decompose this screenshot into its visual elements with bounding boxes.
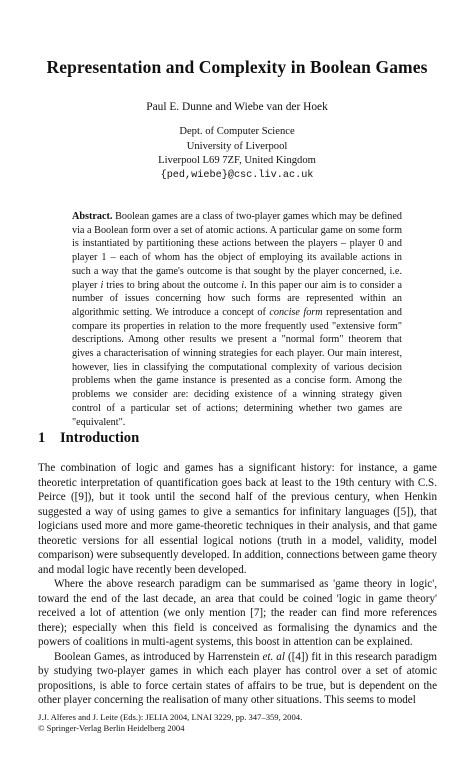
footer-line-2: © Springer-Verlag Berlin Heidelberg 2004 [38,723,185,733]
footer-citation [38,712,438,734]
affiliation-city: Liverpool L69 7ZF, United Kingdom [158,155,316,167]
body-p3-etal: et. al [262,650,285,663]
affiliation-dept: Dept. of Computer Science [179,126,295,137]
section-number: 1 [38,430,46,446]
body-text [38,461,437,708]
body-paragraph-1: The combination of logic and games has a significant history: for instance, a game theoretic interpretation of quantification goes back at least to the 19th century with C.S. Peirce ([9]), but it took until the second half of the previous century, when Henkin suggested a way of using games to give a semantics for infinitary languages ([5]), that logicians used more and more game-theoretic techniques in their analysis, and that game theoretic versions for all essential logical notions (truth in a model, validity, model comparison) were subsequently developed. In addition, connections between game theory and modal logic have recently been developed. [38,462,437,576]
body-paragraph-2: Where the above research paradigm can be summarised as 'game theory in logic', toward the end of the last decade, an area that could be coined 'logic in game theory' received a lot of attention (we only mention [7]; the reader can find more references there); especially when this field is conceived as formalising the dynamics and the powers of coalitions in multi-agent systems, this boost in attention can be explained. [38,578,437,648]
affiliation-email: {ped,wiebe}@csc.liv.ac.uk [160,169,314,181]
footer-line-1: J.J. Alferes and J. Leite (Eds.): JELIA 2004, LNAI 3229, pp. 347–359, 2004. [38,712,303,722]
abstract-text-4: representation and compare its properties in relation to the more frequently used "extensive form" descriptions. Among other results we present a "normal form" theorem that gives a characterisation of winning strategies for each player. Our main interest, however, lies in classifying the computational complexity of various decision problems when the game instance is presented as a concise form. Among the problems we consider are: deciding existence of a winning strategy given control of a particular set of actions; determining whether two games are "equivalent". [72,306,402,428]
section-title: Introduction [60,430,140,446]
abstract-block [72,210,402,429]
paper-title: Representation and Complexity in Boolean Games [46,57,428,77]
body-paragraph-3 [38,650,437,708]
abstract-em-concise-form: concise form [269,306,323,318]
affiliation-block [0,125,474,183]
author-names: Paul E. Dunne and Wiebe van der Hoek [146,101,328,113]
affiliation-university: University of Liverpool [186,140,288,152]
body-p3-text-1: Boolean Games, as introduced by Harrenstein [54,650,263,663]
body-p3-text-2: ([4]) fit in this research paradigm by studying two-player games in which each player has control over a set of atomic propositions, is able to force certain states of affairs to be true, but is dependent on the other player concerning the realisation of many other situations. This seems to model [38,650,437,706]
abstract-text-2: tries to bring about the outcome [103,279,242,291]
abstract-var-i-1: i [100,279,104,291]
abstract-text-1: Boolean games are a class of two-player games which may be defined via a Boolean form over a set of atomic actions. A particular game on some form is instantiated by partitioning these actions between the players – player 0 and player 1 – each of whom has the object of employing its available actions in such a way that the game's outcome is that sought by the player concerned, i.e. player [72,211,403,291]
abstract-var-i-2: i [241,279,245,291]
section-heading [38,430,139,447]
abstract-label: Abstract. [72,211,113,222]
abstract-text-3: . In this paper our aim is to consider a number of issues concerning how such forms are represented within an algorithmic setting. We introduce a concept of [72,279,402,318]
